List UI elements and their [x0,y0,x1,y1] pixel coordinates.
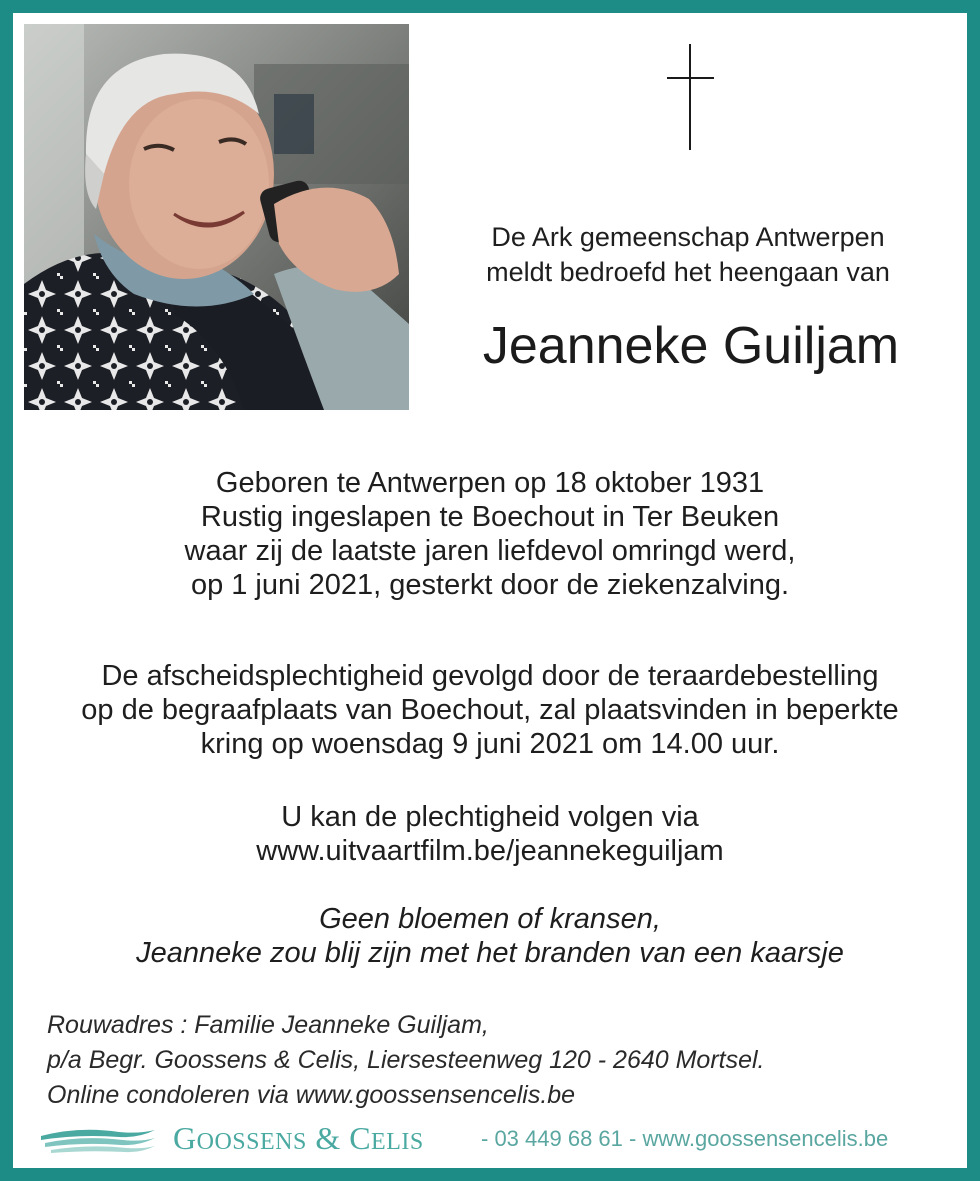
text-line: Rustig ingeslapen te Boechout in Ter Beuken [200,501,780,533]
stream-info [13,800,967,868]
funeral-home-footer [39,1118,959,1158]
text-line: kring op woensdag 9 juni 2021 om 14.00 uur. [200,728,780,760]
text-line: waar zij de laatste jaren liefdevol omringd werd, [184,535,796,567]
waves-logo-icon [39,1124,157,1154]
condolence-link[interactable]: Online condoleren via www.goossensencelis.be [47,1081,576,1109]
family-wish [13,902,967,970]
brand-amp: & [306,1120,350,1156]
text-line: Jeanneke zou blij zijn met het branden van een kaarsje [136,937,844,969]
text-line: U kan de plechtigheid volgen via [281,801,699,833]
contact-info: - 03 449 68 61 - www.goossensencelis.be [481,1126,889,1151]
address-line: p/a Begr. Goossens & Celis, Liersesteenweg 120 - 2640 Mortsel. [47,1046,765,1074]
announcement-line: meldt bedroefd het heengaan van [486,257,890,287]
text-line: Geboren te Antwerpen op 18 oktober 1931 [215,467,765,499]
cross-icon [667,44,715,150]
life-details [13,466,967,602]
brand-part: OOSSENS [196,1129,307,1155]
brand-part: ELIS [371,1129,424,1155]
portrait-image [24,24,409,410]
announcement-line: De Ark gemeenschap Antwerpen [491,222,885,252]
mourning-address [47,1008,947,1113]
brand-name [173,1118,424,1162]
brand-letter: G [173,1120,197,1156]
text-line: op de begraafplaats van Boechout, zal plaatsvinden in beperkte [81,694,899,726]
stream-link[interactable]: www.uitvaartfilm.be/jeannekeguiljam [256,835,724,867]
text-line: op 1 juni 2021, gesterkt door de ziekenzalving. [190,569,790,601]
brand-letter: C [349,1120,372,1156]
address-line: Rouwadres : Familie Jeanneke Guiljam, [47,1011,489,1039]
text-line: De afscheidsplechtigheid gevolgd door de teraardebestelling [101,660,879,692]
deceased-name: Jeanneke Guiljam [482,317,900,375]
obituary-card [13,13,967,1168]
announcement [423,220,953,290]
ceremony-details [13,659,967,761]
text-line: Geen bloemen of kransen, [319,903,661,935]
portrait-photo [24,24,409,410]
